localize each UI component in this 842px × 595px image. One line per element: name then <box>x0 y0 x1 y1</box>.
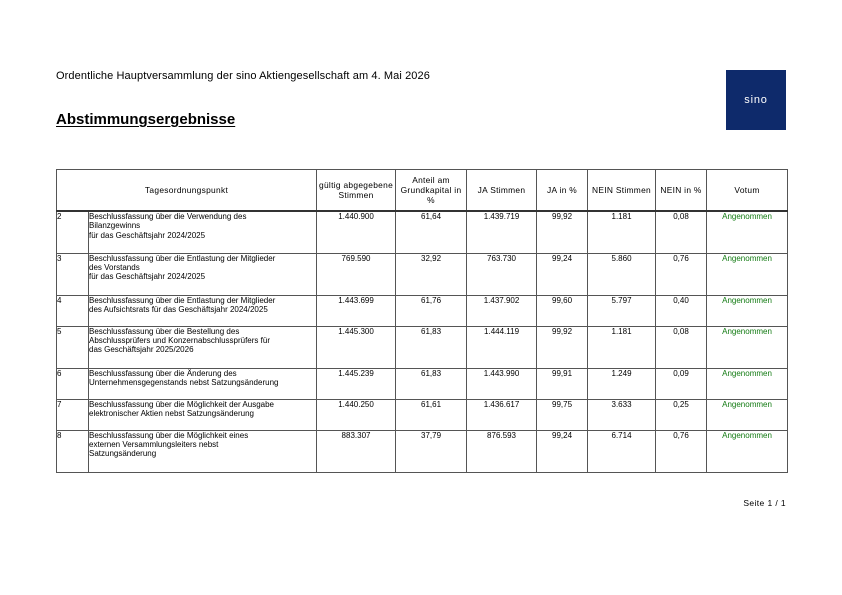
agenda-item-topic <box>89 211 317 253</box>
agenda-item-topic <box>89 326 317 368</box>
table-header-row <box>57 170 788 212</box>
vote-result-cell: Angenommen <box>707 326 788 368</box>
topic-line: Unternehmensgegenstands nebst Satzungsänderung <box>89 377 279 387</box>
topic-line: Abschlussprüfers und Konzernabschlussprüfers für <box>89 335 270 345</box>
agenda-item-number: 2 <box>57 211 89 253</box>
col-no-pct-header: NEIN in % <box>656 170 707 212</box>
table-row <box>57 211 788 253</box>
page-number: Seite 1 / 1 <box>743 498 786 508</box>
capital-share-cell: 61,83 <box>396 368 467 399</box>
agenda-item-number: 6 <box>57 368 89 399</box>
yes-votes-cell: 876.593 <box>467 430 537 472</box>
yes-percent-cell: 99,75 <box>537 399 588 430</box>
col-yes-pct-header: JA in % <box>537 170 588 212</box>
no-votes-cell: 1.249 <box>588 368 656 399</box>
col-vote-header: Votum <box>707 170 788 212</box>
capital-share-cell: 61,64 <box>396 211 467 253</box>
topic-line: Beschlussfassung über die Möglichkeit eines <box>89 430 249 440</box>
agenda-item-number: 8 <box>57 430 89 472</box>
no-votes-cell: 6.714 <box>588 430 656 472</box>
no-percent-cell: 0,09 <box>656 368 707 399</box>
valid-votes-cell: 883.307 <box>317 430 396 472</box>
yes-percent-cell: 99,91 <box>537 368 588 399</box>
agenda-item-number: 3 <box>57 253 89 295</box>
yes-votes-cell: 1.437.902 <box>467 295 537 326</box>
yes-percent-cell: 99,60 <box>537 295 588 326</box>
table-row <box>57 326 788 368</box>
valid-votes-cell: 1.445.300 <box>317 326 396 368</box>
no-percent-cell: 0,76 <box>656 430 707 472</box>
no-percent-cell: 0,08 <box>656 326 707 368</box>
table-row <box>57 399 788 430</box>
topic-line: Beschlussfassung über die Entlastung der Mitglieder <box>89 253 276 263</box>
topic-line: Beschlussfassung über die Möglichkeit der Ausgabe <box>89 399 274 409</box>
topic-line: Beschlussfassung über die Bestellung des <box>89 326 240 336</box>
logo-text: sino <box>744 94 768 106</box>
yes-votes-cell: 1.443.990 <box>467 368 537 399</box>
agenda-item-number: 7 <box>57 399 89 430</box>
agenda-item-topic <box>89 368 317 399</box>
yes-percent-cell: 99,92 <box>537 211 588 253</box>
capital-share-cell: 32,92 <box>396 253 467 295</box>
topic-line: für das Geschäftsjahr 2024/2025 <box>89 230 206 240</box>
page-title: Abstimmungsergebnisse <box>56 111 236 128</box>
valid-votes-cell: 1.440.900 <box>317 211 396 253</box>
col-no-votes-header: NEIN Stimmen <box>588 170 656 212</box>
no-percent-cell: 0,08 <box>656 211 707 253</box>
no-votes-cell: 1.181 <box>588 211 656 253</box>
capital-share-cell: 61,76 <box>396 295 467 326</box>
table-row <box>57 253 788 295</box>
yes-percent-cell: 99,24 <box>537 253 588 295</box>
valid-votes-cell: 1.445.239 <box>317 368 396 399</box>
no-votes-cell: 5.860 <box>588 253 656 295</box>
topic-line: Beschlussfassung über die Änderung des <box>89 368 237 378</box>
col-valid-votes-header: gültig abgegebene Stimmen <box>317 170 396 212</box>
yes-votes-cell: 763.730 <box>467 253 537 295</box>
results-table <box>56 169 788 473</box>
table-body <box>57 211 788 472</box>
no-percent-cell: 0,76 <box>656 253 707 295</box>
yes-percent-cell: 99,24 <box>537 430 588 472</box>
yes-votes-cell: 1.436.617 <box>467 399 537 430</box>
col-topic-header: Tagesordnungspunkt <box>57 170 317 212</box>
capital-share-cell: 37,79 <box>396 430 467 472</box>
meeting-title: Ordentliche Hauptversammlung der sino Aktiengesellschaft am 4. Mai 2026 <box>56 70 430 82</box>
capital-share-cell: 61,83 <box>396 326 467 368</box>
topic-line: für das Geschäftsjahr 2024/2025 <box>89 272 206 282</box>
topic-line: Beschlussfassung über die Entlastung der Mitglieder <box>89 295 276 305</box>
yes-percent-cell: 99,92 <box>537 326 588 368</box>
yes-votes-cell: 1.439.719 <box>467 211 537 253</box>
col-yes-votes-header: JA Stimmen <box>467 170 537 212</box>
col-share-header: Anteil am Grundkapital in % <box>396 170 467 212</box>
topic-line: des Vorstands <box>89 262 140 272</box>
table-row <box>57 295 788 326</box>
no-votes-cell: 1.181 <box>588 326 656 368</box>
no-votes-cell: 5.797 <box>588 295 656 326</box>
no-percent-cell: 0,25 <box>656 399 707 430</box>
valid-votes-cell: 1.443.699 <box>317 295 396 326</box>
vote-result-cell: Angenommen <box>707 211 788 253</box>
topic-line: des Aufsichtsrats für das Geschäftsjahr 2024/2025 <box>89 304 268 314</box>
vote-result-cell: Angenommen <box>707 253 788 295</box>
agenda-item-topic <box>89 430 317 472</box>
topic-line: Satzungsänderung <box>89 449 157 459</box>
vote-result-cell: Angenommen <box>707 368 788 399</box>
agenda-item-number: 5 <box>57 326 89 368</box>
topic-line: elektronischer Aktien nebst Satzungsänderung <box>89 408 254 418</box>
agenda-item-number: 4 <box>57 295 89 326</box>
capital-share-cell: 61,61 <box>396 399 467 430</box>
agenda-item-topic <box>89 399 317 430</box>
vote-result-cell: Angenommen <box>707 399 788 430</box>
topic-line: Beschlussfassung über die Verwendung des <box>89 212 247 221</box>
vote-result-cell: Angenommen <box>707 295 788 326</box>
agenda-item-topic <box>89 253 317 295</box>
valid-votes-cell: 1.440.250 <box>317 399 396 430</box>
sino-logo <box>726 70 786 130</box>
valid-votes-cell: 769.590 <box>317 253 396 295</box>
no-percent-cell: 0,40 <box>656 295 707 326</box>
topic-line: Bilanzgewinns <box>89 221 141 231</box>
table-row <box>57 430 788 472</box>
agenda-item-topic <box>89 295 317 326</box>
no-votes-cell: 3.633 <box>588 399 656 430</box>
yes-votes-cell: 1.444.119 <box>467 326 537 368</box>
topic-line: externen Versammlungsleiters nebst <box>89 439 219 449</box>
topic-line: das Geschäftsjahr 2025/2026 <box>89 345 194 355</box>
vote-result-cell: Angenommen <box>707 430 788 472</box>
table-row <box>57 368 788 399</box>
